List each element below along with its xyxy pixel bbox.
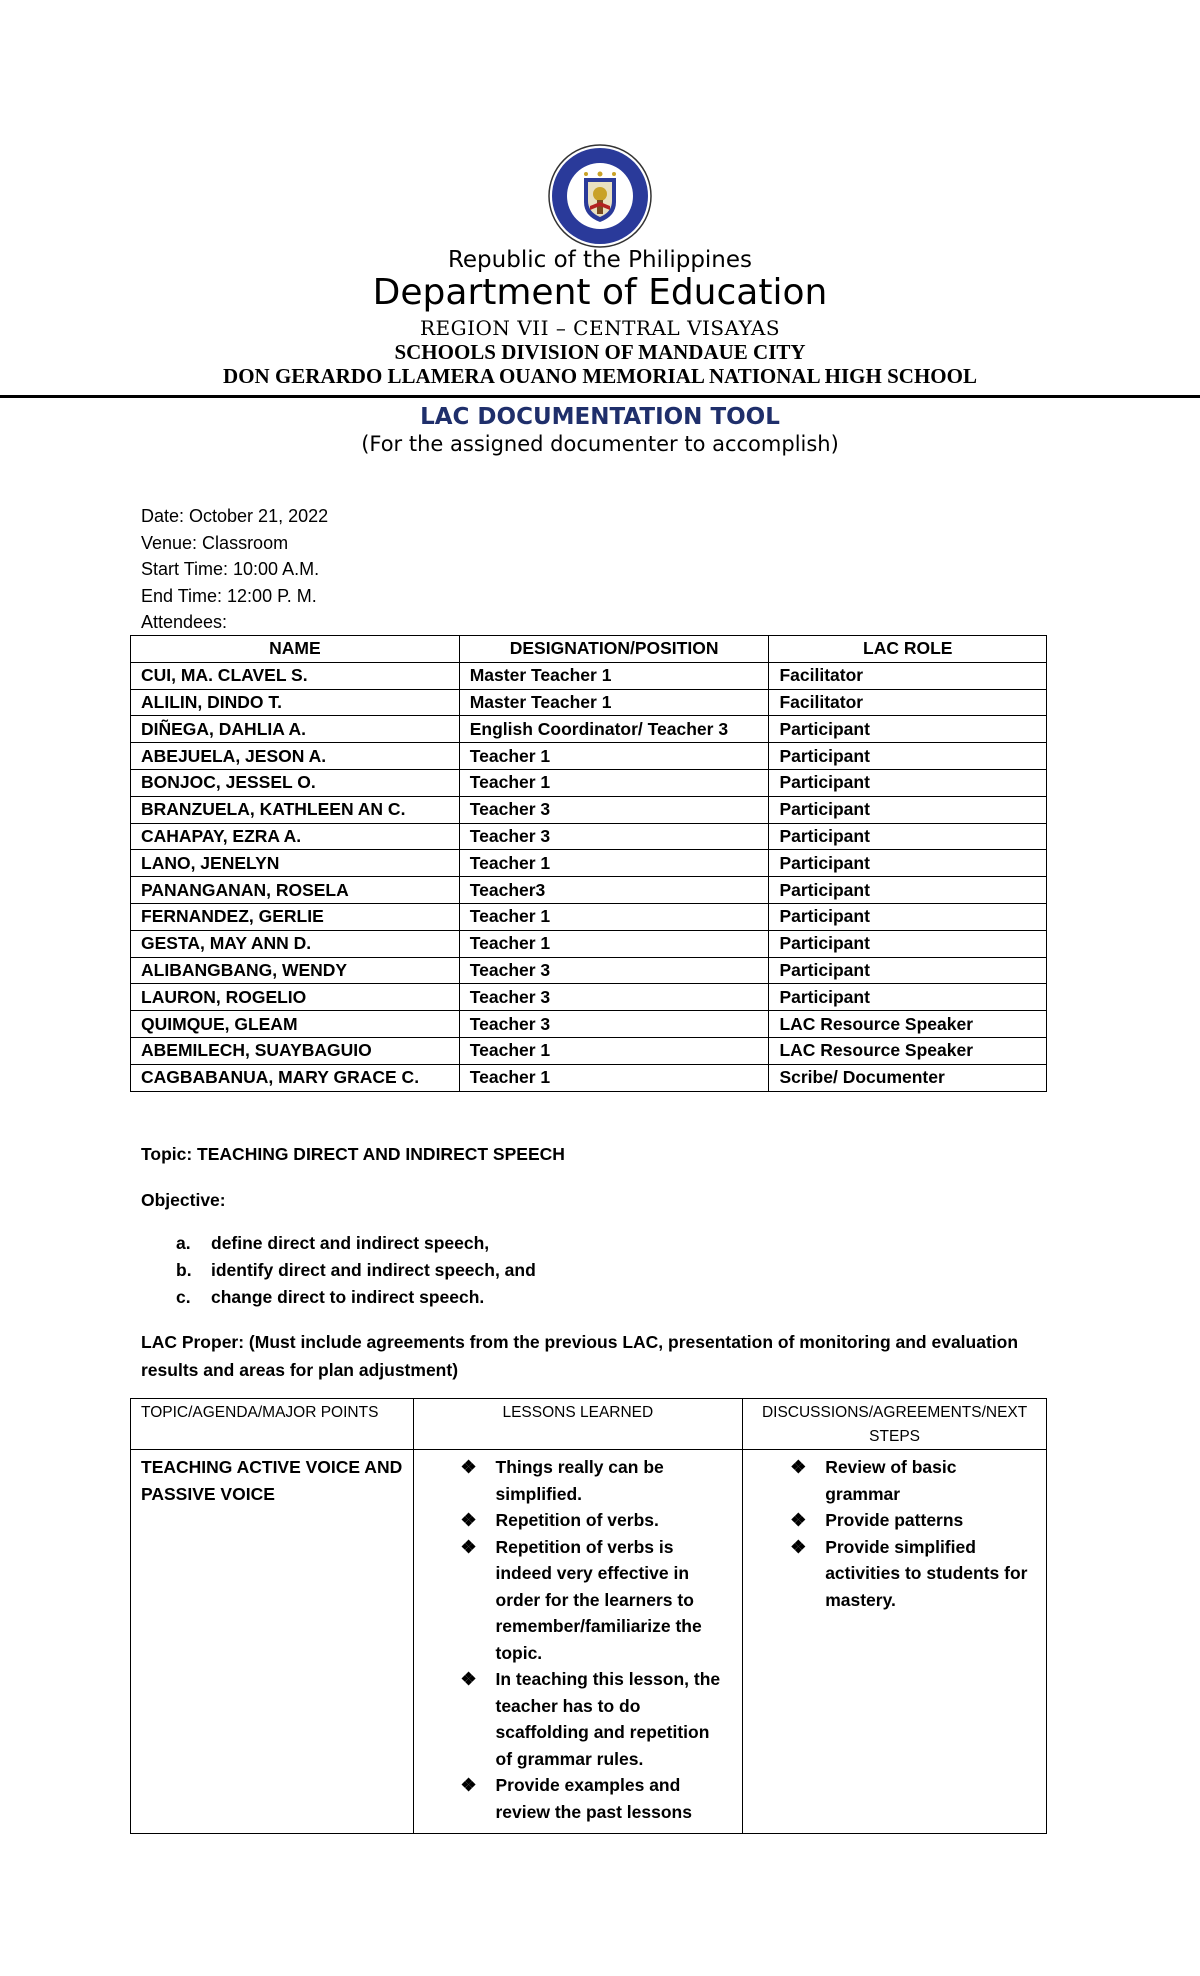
division-heading: SCHOOLS DIVISION OF MANDAUE CITY: [394, 340, 806, 364]
objective-list: [176, 1230, 536, 1311]
attendee-name-cell: FERNANDEZ, GERLIE: [131, 903, 460, 930]
attendee-name-cell: CUI, MA. CLAVEL S.: [131, 662, 460, 689]
objective-text: change direct to indirect speech.: [211, 1287, 485, 1307]
table-row: [131, 689, 1047, 716]
attendee-name-cell: ALILIN, DINDO T.: [131, 689, 460, 716]
diamond-bullet-icon: ❖: [790, 1457, 807, 1477]
lac-proper-label: LAC Proper: (Must include agreements from the previous LAC, presentation of monitoring and evaluation results and areas for plan adjustment): [141, 1332, 1019, 1380]
region-heading: REGION VII – CENTRAL VISAYAS: [419, 316, 781, 340]
diamond-bullet-icon: ❖: [790, 1510, 807, 1530]
objective-item: [176, 1257, 536, 1284]
attendee-role-cell: Participant: [769, 877, 1047, 904]
agreement-item-text: Review of basic grammar: [825, 1457, 957, 1504]
table-row: [131, 957, 1047, 984]
attendee-name-cell: CAGBABANUA, MARY GRACE C.: [131, 1064, 460, 1091]
attendee-designation-cell: Teacher 3: [459, 984, 769, 1011]
diamond-bullet-icon: ❖: [460, 1669, 477, 1689]
lesson-item-text: Repetition of verbs.: [495, 1510, 659, 1530]
lac-proper-header-row: [131, 1399, 1047, 1450]
attendee-role-cell: LAC Resource Speaker: [769, 1037, 1047, 1064]
start-time-line: Start Time: 10:00 A.M.: [141, 559, 320, 579]
table-row: [131, 823, 1047, 850]
attendee-name-cell: BRANZUELA, KATHLEEN AN C.: [131, 796, 460, 823]
attendee-role-cell: Participant: [769, 743, 1047, 770]
lesson-item: [414, 1666, 743, 1772]
column-header-lac-role: LAC ROLE: [769, 636, 1047, 663]
attendee-name-cell: QUIMQUE, GLEAM: [131, 1011, 460, 1038]
attendee-designation-cell: Teacher 3: [459, 1011, 769, 1038]
agreement-item: [743, 1507, 1046, 1534]
attendee-role-cell: Facilitator: [769, 689, 1047, 716]
venue-line: Venue: Classroom: [141, 532, 289, 553]
attendee-name-cell: DIÑEGA, DAHLIA A.: [131, 716, 460, 743]
attendee-role-cell: Participant: [769, 850, 1047, 877]
lesson-item: [414, 1534, 743, 1667]
table-row: [131, 877, 1047, 904]
column-header-agreements: DISCUSSIONS/AGREEMENTS/NEXT STEPS: [743, 1399, 1047, 1450]
lesson-item-text: In teaching this lesson, the teacher has to do scaffolding and repetition of grammar rules.: [495, 1669, 721, 1769]
table-row: [131, 903, 1047, 930]
attendee-role-cell: LAC Resource Speaker: [769, 1011, 1047, 1038]
attendee-designation-cell: Teacher 1: [459, 769, 769, 796]
attendee-designation-cell: Teacher 1: [459, 1037, 769, 1064]
attendee-name-cell: ABEMILECH, SUAYBAGUIO: [131, 1037, 460, 1064]
lac-proper-row: [131, 1450, 1047, 1834]
lesson-item: [414, 1507, 743, 1534]
meeting-info: [141, 503, 328, 636]
agreement-item: [743, 1454, 1046, 1507]
table-row: [131, 930, 1047, 957]
department-heading: Department of Education: [372, 272, 828, 313]
diamond-bullet-icon: ❖: [460, 1775, 477, 1795]
attendee-designation-cell: Teacher 3: [459, 957, 769, 984]
diamond-bullet-icon: ❖: [460, 1457, 477, 1477]
column-header-designation: DESIGNATION/POSITION: [459, 636, 769, 663]
objective-item: [176, 1230, 536, 1257]
agreements-cell: [743, 1450, 1047, 1834]
attendee-role-cell: Participant: [769, 769, 1047, 796]
table-row: [131, 1011, 1047, 1038]
agreement-item-text: Provide patterns: [825, 1510, 964, 1530]
table-row: [131, 1064, 1047, 1091]
diamond-bullet-icon: ❖: [460, 1536, 477, 1557]
agreement-item-text: Provide simplified activities to students for mastery.: [825, 1536, 1028, 1610]
table-row: [131, 769, 1047, 796]
end-time-line: End Time: 12:00 P. M.: [141, 585, 317, 606]
attendee-designation-cell: Master Teacher 1: [459, 662, 769, 689]
attendee-designation-cell: Teacher 3: [459, 823, 769, 850]
deped-seal-icon: [548, 144, 652, 248]
attendee-designation-cell: Teacher 1: [459, 930, 769, 957]
lesson-item: [414, 1772, 743, 1825]
attendee-designation-cell: Teacher 3: [459, 796, 769, 823]
topic-line: Topic: TEACHING DIRECT AND INDIRECT SPEECH: [141, 1144, 565, 1164]
attendee-name-cell: LANO, JENELYN: [131, 850, 460, 877]
attendee-role-cell: Participant: [769, 957, 1047, 984]
attendees-body: [131, 662, 1047, 1091]
attendee-name-cell: ABEJUELA, JESON A.: [131, 743, 460, 770]
attendee-role-cell: Participant: [769, 716, 1047, 743]
attendee-designation-cell: Teacher 1: [459, 743, 769, 770]
objective-letter: a.: [176, 1233, 191, 1253]
attendee-designation-cell: Teacher 1: [459, 1064, 769, 1091]
attendees-header-row: [131, 636, 1047, 663]
objective-label: Objective:: [141, 1190, 226, 1210]
attendee-role-cell: Facilitator: [769, 662, 1047, 689]
objective-text: identify direct and indirect speech, and: [211, 1260, 536, 1280]
attendee-designation-cell: Teacher3: [459, 877, 769, 904]
attendee-name-cell: PANANGANAN, ROSELA: [131, 877, 460, 904]
lessons-cell: [413, 1450, 743, 1834]
attendee-designation-cell: Teacher 1: [459, 903, 769, 930]
column-header-topic: TOPIC/AGENDA/MAJOR POINTS: [131, 1399, 414, 1450]
table-row: [131, 984, 1047, 1011]
objective-letter: c.: [176, 1287, 191, 1307]
attendee-role-cell: Participant: [769, 823, 1047, 850]
lessons-list: [414, 1450, 743, 1833]
table-row: [131, 743, 1047, 770]
attendee-role-cell: Participant: [769, 903, 1047, 930]
objective-text: define direct and indirect speech,: [211, 1233, 490, 1253]
lesson-item-text: Provide examples and review the past lessons: [495, 1775, 692, 1822]
lac-proper-table: [130, 1398, 1047, 1834]
column-header-name: NAME: [131, 636, 460, 663]
attendee-name-cell: CAHAPAY, EZRA A.: [131, 823, 460, 850]
document-title: LAC DOCUMENTATION TOOL: [420, 404, 780, 430]
attendee-designation-cell: Teacher 1: [459, 850, 769, 877]
document-subtitle: (For the assigned documenter to accomplish): [361, 432, 839, 456]
objective-item: [176, 1284, 536, 1311]
table-row: [131, 1037, 1047, 1064]
republic-heading: Republic of the Philippines: [447, 247, 753, 273]
table-row: [131, 850, 1047, 877]
attendee-designation-cell: English Coordinator/ Teacher 3: [459, 716, 769, 743]
lesson-item-text: Repetition of verbs is indeed very effective in order for the learners to remember/familiarize the topic.: [495, 1536, 702, 1663]
date-line: Date: October 21, 2022: [141, 506, 329, 526]
table-row: [131, 662, 1047, 689]
attendee-name-cell: LAURON, ROGELIO: [131, 984, 460, 1011]
agreement-item: [743, 1534, 1046, 1614]
attendee-name-cell: GESTA, MAY ANN D.: [131, 930, 460, 957]
attendee-role-cell: Scribe/ Documenter: [769, 1064, 1047, 1091]
attendees-label: Attendees:: [141, 612, 228, 632]
attendee-role-cell: Participant: [769, 930, 1047, 957]
attendee-role-cell: Participant: [769, 796, 1047, 823]
diamond-bullet-icon: ❖: [790, 1536, 807, 1557]
attendee-name-cell: ALIBANGBANG, WENDY: [131, 957, 460, 984]
school-heading: DON GERARDO LLAMERA OUANO MEMORIAL NATIONAL HIGH SCHOOL: [223, 364, 977, 388]
attendee-designation-cell: Master Teacher 1: [459, 689, 769, 716]
attendee-role-cell: Participant: [769, 984, 1047, 1011]
lac-topic-cell: TEACHING ACTIVE VOICE AND PASSIVE VOICE: [131, 1450, 414, 1834]
attendee-name-cell: BONJOC, JESSEL O.: [131, 769, 460, 796]
column-header-lessons: LESSONS LEARNED: [413, 1399, 743, 1450]
table-row: [131, 796, 1047, 823]
objective-letter: b.: [176, 1260, 192, 1280]
lesson-item: [414, 1454, 743, 1507]
diamond-bullet-icon: ❖: [460, 1510, 477, 1530]
attendees-table: [130, 635, 1047, 1092]
header-divider: [0, 395, 1200, 398]
table-row: [131, 716, 1047, 743]
agreements-list: [743, 1450, 1046, 1621]
lesson-item-text: Things really can be simplified.: [495, 1457, 664, 1504]
